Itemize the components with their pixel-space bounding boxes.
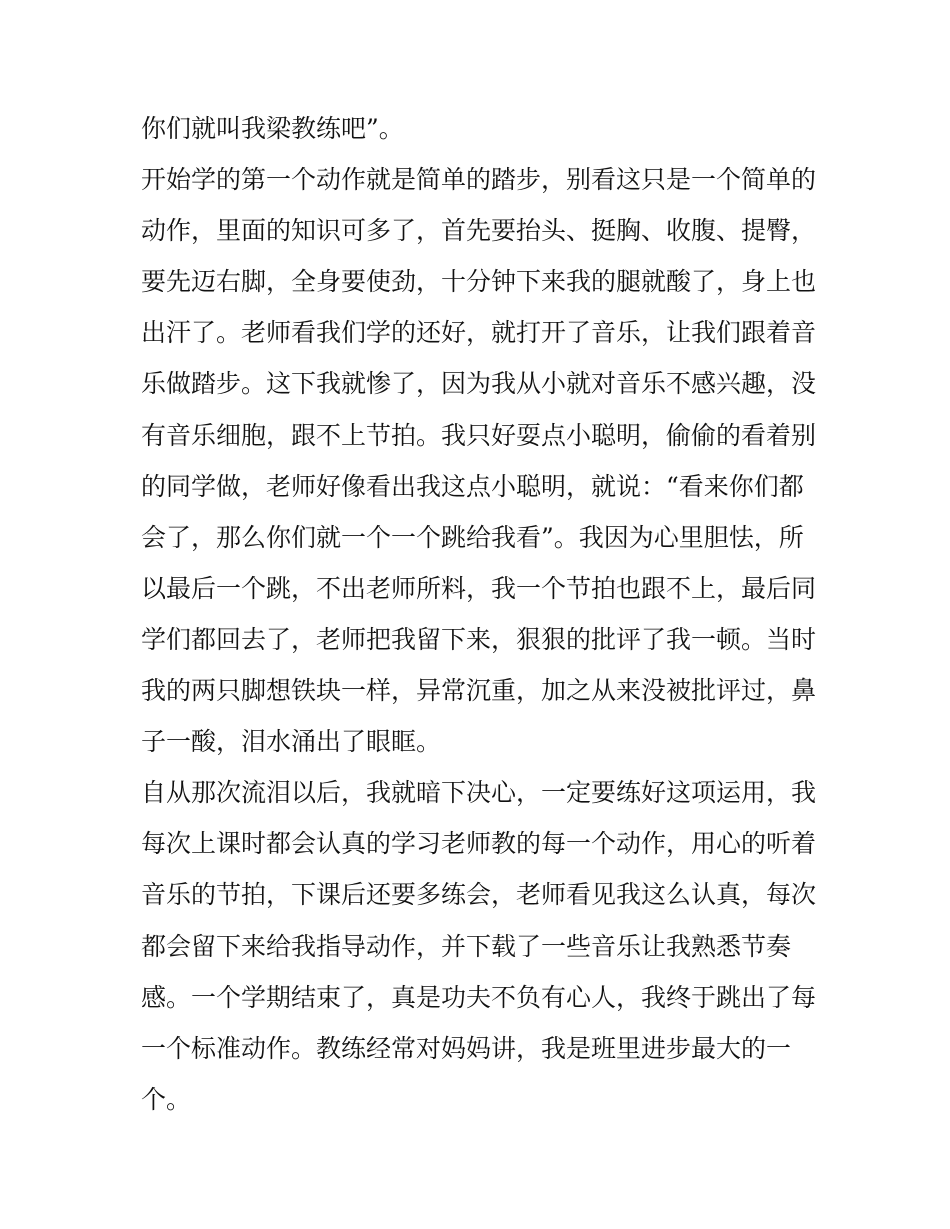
text-line: 子一酸，泪水涌出了眼眶。: [141, 727, 442, 757]
text-line: 出汗了。老师看我们学的还好，就打开了音乐，让我们跟着音: [141, 318, 817, 348]
text-line: 我的两只脚想铁块一样，异常沉重，加之从来没被批评过，鼻: [141, 676, 817, 706]
text-line: 音乐的节拍，下课后还要多练会，老师看见我这么认真，每次: [141, 880, 817, 910]
text-line: 都会留下来给我指导动作，并下载了一些音乐让我熟悉节奏: [141, 931, 792, 961]
text-line: 的同学做，老师好像看出我这点小聪明，就说：“看来你们都: [141, 471, 804, 501]
text-line: 个。: [141, 1084, 192, 1114]
text-line: 自从那次流泪以后，我就暗下决心，一定要练好这项运用，我: [141, 778, 817, 808]
text-line: 乐做踏步。这下我就惨了，因为我从小就对音乐不感兴趣，没: [141, 369, 817, 399]
text-line: 每次上课时都会认真的学习老师教的每一个动作，用心的听着: [141, 829, 817, 859]
document-body-text: [141, 103, 821, 1125]
text-line: 会了，那么你们就一个一个跳给我看”。我因为心里胆怯，所: [141, 522, 804, 552]
text-line: 以最后一个跳，不出老师所料，我一个节拍也跟不上，最后同: [141, 573, 817, 603]
text-line: 学们都回去了，老师把我留下来，狠狠的批评了我一顿。当时: [141, 624, 817, 654]
text-line: 开始学的第一个动作就是简单的踏步，别看这只是一个简单的: [141, 165, 817, 195]
text-line: 要先迈右脚，全身要使劲，十分钟下来我的腿就酸了，身上也: [141, 267, 817, 297]
text-line: 你们就叫我梁教练吧”。: [141, 114, 404, 143]
text-line: 一个标准动作。教练经常对妈妈讲，我是班里进步最大的一: [141, 1033, 792, 1063]
text-line: 动作，里面的知识可多了，首先要抬头、挺胸、收腹、提臀，: [141, 216, 817, 246]
text-line: 感。一个学期结束了，真是功夫不负有心人，我终于跳出了每: [141, 982, 817, 1012]
text-line: 有音乐细胞，跟不上节拍。我只好耍点小聪明，偷偷的看着别: [141, 420, 817, 450]
